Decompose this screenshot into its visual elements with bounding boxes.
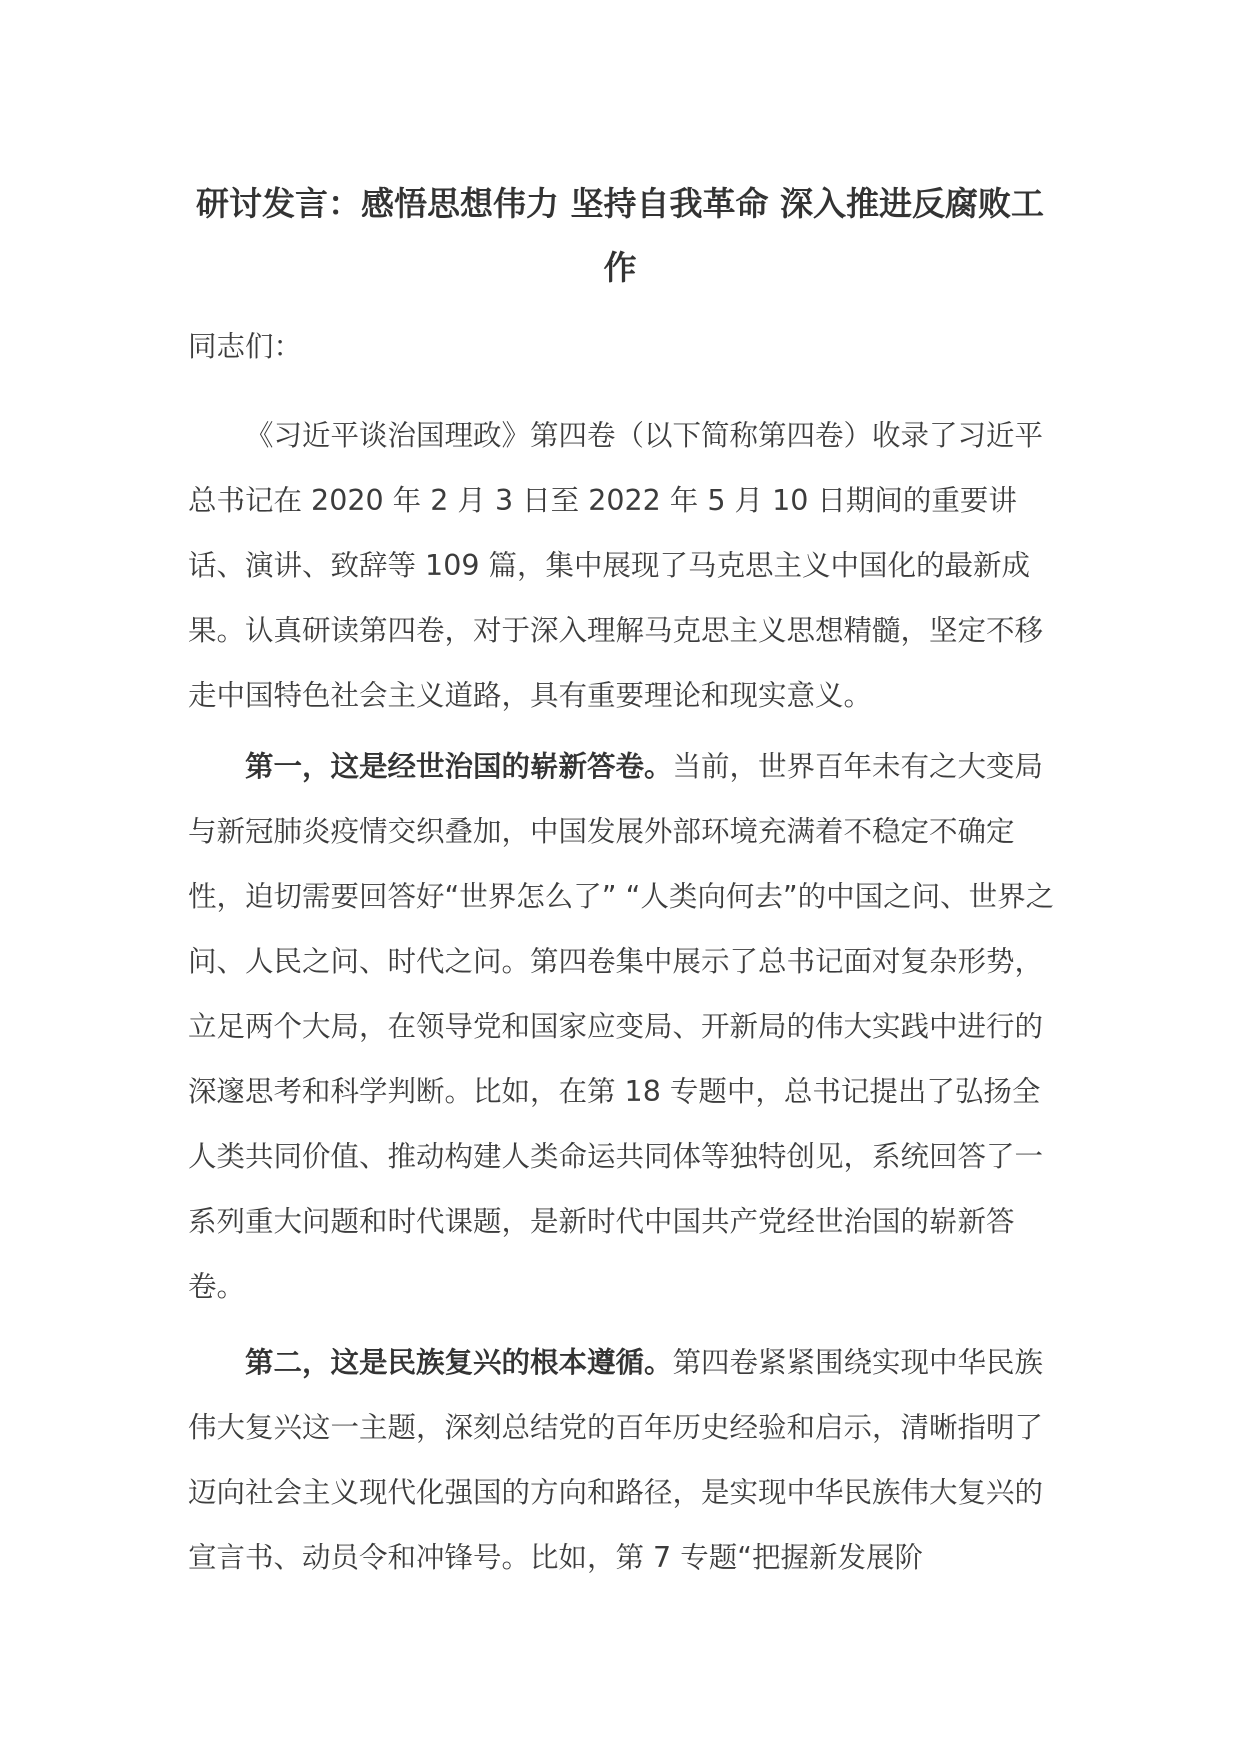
paragraph-second-point (188, 1330, 1060, 1590)
document-title: 研讨发言：感悟思想伟力 坚持自我革命 深入推进反腐败工作 (196, 184, 1044, 287)
paragraph-intro (188, 403, 1060, 728)
paragraph-first-point-text: 当前，世界百年未有之大变局与新冠肺炎疫情交织叠加，中国发展外部环境充满着不稳定不确定性，迫切需要回答好“世界怎么了” “人类向何去”的中国之问、世界之问、人民之问、时代之问。第四卷集中展示了总书记面对复杂形势，立足两个大局，在领导党和国家应变局、开新局的伟大实践中进行的深邃思考和科学判断。比如，在第 18 专题中，总书记提出了弘扬全人类共同价值、推动构建人类命运共同体等独特创见，系统回答了一系列重大问题和时代课题，是新时代中国共产党经世治国的崭新答卷。 (188, 750, 1055, 1303)
paragraph-intro-text: 《习近平谈治国理政》第四卷（以下简称第四卷）收录了习近平总书记在 2020 年 2 月 3 日至 2022 年 5 月 10 日期间的重要讲话、演讲、致辞等 109 篇，集中展现了马克思主义中国化的最新成果。认真研读第四卷，对于深入理解马克思主义思想精髓，坚定不移走中国特色社会主义道路，具有重要理论和现实意义。 (188, 419, 1044, 712)
paragraph-first-point-lead: 第一，这是经世治国的崭新答卷。 (245, 750, 673, 783)
paragraph-first-point (188, 734, 1060, 1319)
paragraph-second-point-text: 第四卷紧紧围绕实现中华民族伟大复兴这一主题，深刻总结党的百年历史经验和启示，清晰指明了迈向社会主义现代化强国的方向和路径，是实现中华民族伟大复兴的宣言书、动员令和冲锋号。比如，第 7 专题“把握新发展阶 (188, 1346, 1044, 1574)
paragraph-second-point-lead: 第二，这是民族复兴的根本遵循。 (245, 1346, 673, 1379)
greeting: 同志们： (188, 330, 303, 363)
